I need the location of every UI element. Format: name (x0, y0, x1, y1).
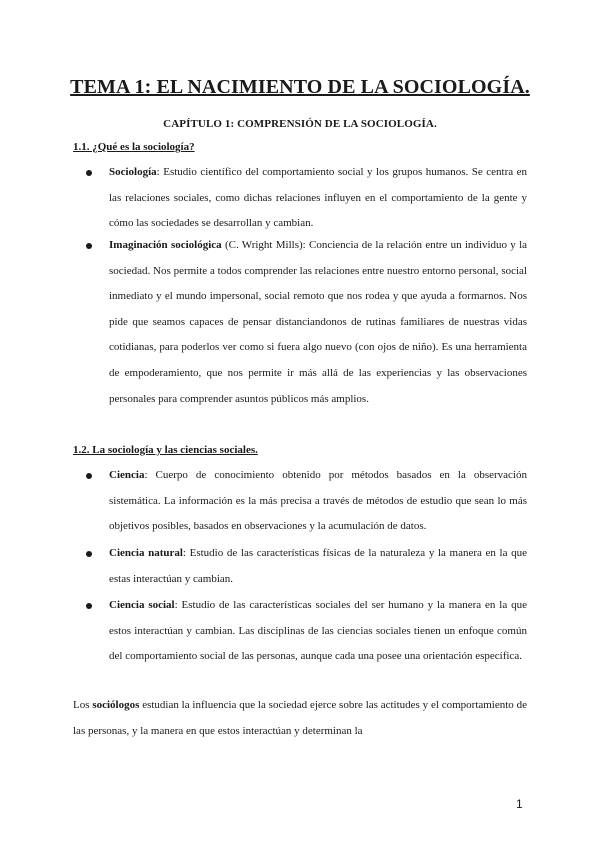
bullet-body: Estudio científico del comportamiento social y los grupos humanos. Se centra en las relaciones sociales, como dichas relaciones influyen en el comportamiento de la gente y cómo las sociedades se desarrollan y cambian. (109, 166, 527, 230)
bullet-sociologia (109, 160, 527, 237)
bullet-sep: : (182, 547, 186, 559)
bullet-ciencia-natural (109, 541, 527, 592)
bullet-body: Cuerpo de conocimiento obtenido por métodos basados en la observación sistemática. La información es la más precisa a través de métodos de estudio que sean lo más objetivos posibles, basados en observaciones y la acumulación de datos. (109, 469, 527, 533)
bullet-dot (86, 170, 92, 176)
bullet-term: Imaginación sociológica (109, 239, 222, 251)
bullet-dot (86, 603, 92, 609)
closing-body: estudian la influencia que la sociedad ejerce sobre las actitudes y el comportamiento de las personas, y la manera en que estos interactúan y determinan la (73, 699, 528, 737)
bullet-term: Ciencia social (109, 599, 175, 611)
bullet-ciencia (109, 463, 527, 540)
bullet-term: Ciencia (109, 469, 145, 481)
page-number: 1 (516, 797, 523, 811)
closing-term: sociólogos (92, 699, 140, 711)
bullet-sep: : (144, 469, 148, 481)
bullet-ciencia-social (109, 593, 527, 670)
closing-prefix: Los (73, 699, 93, 711)
bullet-dot (86, 551, 92, 557)
bullet-imaginacion (109, 233, 527, 412)
bullet-body: Estudio de las características físicas de la naturaleza y la manera en la que estas interactúan y cambian. (109, 547, 527, 585)
section-heading-1-2: 1.2. La sociología y las ciencias sociales. (73, 444, 258, 456)
bullet-term: Ciencia natural (109, 547, 183, 559)
bullet-term: Sociología (109, 166, 157, 178)
bullet-dot (86, 473, 92, 479)
bullet-body: Estudio de las características sociales del ser humano y la manera en la que estos interactúan y cambian. Las disciplinas de las ciencias sociales tienen un enfoque común del comportamiento social de las personas, aunque cada una posee una orientación específica. (109, 599, 527, 663)
bullet-body: (C. Wright Mills): Conciencia de la relación entre un individuo y la sociedad. Nos permite a todos comprender las relaciones entre nuestro entorno personal, social inmediato y el mundo impersonal, social remoto que nos rodea y que ayuda a formarnos. Nos pide que seamos capaces de pensar distanciandonos de rutinas familiares de nuestras vidas cotidianas, para poderlos ver como si fuera algo nuevo (con ojos de niño). Es una herramienta de empoderamiento, que nos permite ir más allá de las experiencias y las observaciones personales para comprender asuntos públicos más amplios. (109, 239, 528, 405)
section-heading-1-1: 1.1. ¿Qué es la sociología? (73, 141, 195, 153)
chapter-heading: CAPÍTULO 1: COMPRENSIÓN DE LA SOCIOLOGÍA. (163, 118, 437, 130)
document-title: TEMA 1: EL NACIMIENTO DE LA SOCIOLOGÍA. (70, 76, 530, 98)
closing-paragraph (73, 693, 527, 744)
bullet-sep: : (156, 166, 160, 178)
bullet-sep: : (174, 599, 178, 611)
bullet-dot (86, 243, 92, 249)
